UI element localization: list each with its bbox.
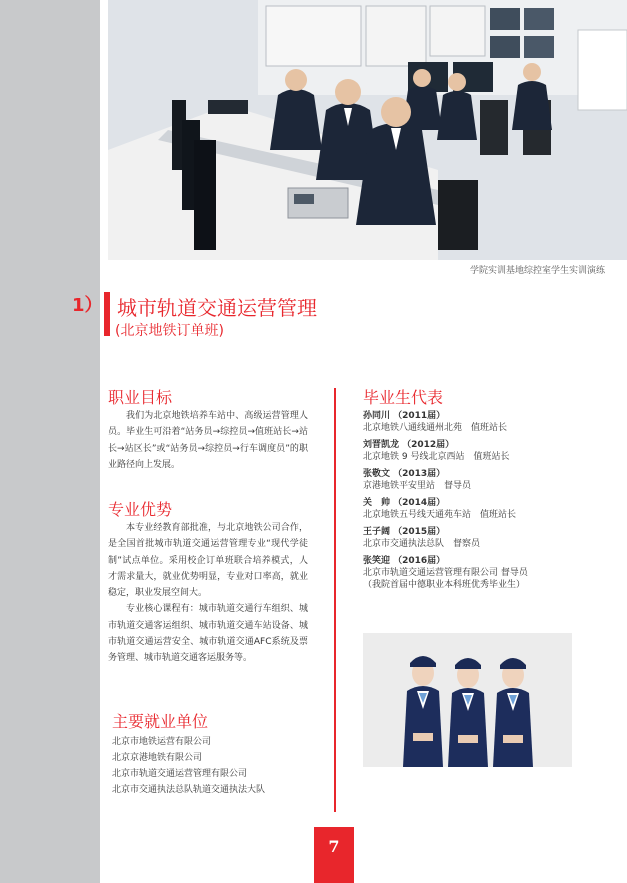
employer-item: 北京市轨道交通运营管理有限公司 (112, 769, 248, 779)
alumni-item (363, 439, 613, 463)
page-number-box (314, 827, 354, 883)
column-divider (334, 388, 336, 812)
employers-heading: 主要就业单位 (112, 712, 209, 731)
alumni-list (363, 410, 613, 596)
alumni-name: 孙同川 （2011届） (363, 411, 446, 421)
alumni-position: 北京地铁 9 号线北京西站 值班站长 (363, 452, 510, 462)
career-goal-heading: 职业目标 (108, 388, 173, 407)
employers-list (112, 734, 265, 798)
alumni-heading: 毕业生代表 (363, 388, 444, 407)
advantages-heading: 专业优势 (108, 500, 173, 519)
control-room-training-photo (108, 0, 627, 260)
alumni-item (363, 555, 613, 591)
page-number: 7 (328, 837, 340, 856)
alumni-name: 张笑迎 （2016届） (363, 556, 446, 566)
alumni-position: 北京地铁五号线天通苑车站 值班站长 (363, 510, 517, 520)
advantages-paragraph-1: 本专业经教育部批准，与北京地铁公司合作，是全国首批城市轨道交通运营管理专业“现代学徒制”试点单位。采用校企订单班联合培养模式，人才需求量大，就业优势明显，专业对口率高，就业稳定，职业发展空间大。 (108, 523, 308, 599)
section-accent-bar (104, 292, 110, 336)
section-title: 城市轨道交通运营管理 (117, 296, 317, 320)
alumni-note: （我院首届中德职业本科班优秀毕业生） (363, 580, 526, 590)
alumni-item (363, 497, 613, 521)
section-subtitle: (北京地铁订单班) (115, 323, 224, 339)
left-gray-sidebar (0, 0, 100, 883)
alumni-position: 北京市轨道交通运营管理有限公司 督导员 (363, 568, 528, 578)
advantages-text (108, 520, 308, 667)
alumni-position: 北京地铁八通线通州北苑 值班站长 (363, 423, 508, 433)
alumni-item (363, 468, 613, 492)
alumni-position: 北京市交通执法总队 督察员 (363, 539, 481, 549)
alumni-item (363, 410, 613, 434)
top-photo-caption: 学院实训基地综控室学生实训演练 (469, 266, 605, 276)
career-goal-paragraph: 我们为北京地铁培养车站中、高级运营管理人员。毕业生可沿着“站务员→综控员→值班站长→站长→站区长”或“站务员→综控员→行车调度员”的职业路径向上发展。 (108, 411, 308, 470)
section-number: 1） (72, 295, 103, 316)
alumni-name: 王子阔 （2015届） (363, 527, 446, 537)
graduates-uniform-photo (363, 633, 572, 767)
career-goal-text (108, 408, 308, 473)
alumni-name: 刘晋凯龙 （2012届） (363, 440, 455, 450)
alumni-name: 关 帅 （2014届） (363, 498, 446, 508)
alumni-position: 京港地铁平安里站 督导员 (363, 481, 472, 491)
advantages-paragraph-2: 专业核心课程有：城市轨道交通行车组织、城市轨道交通客运组织、城市轨道交通车站设备、城市轨道交通运营安全、城市轨道交通AFC系统及票务管理、城市轨道交通客运服务等。 (108, 604, 308, 664)
employer-item: 北京市地铁运营有限公司 (112, 737, 212, 747)
alumni-name: 张敬文 （2013届） (363, 469, 446, 479)
alumni-item (363, 526, 613, 550)
employer-item: 北京市交通执法总队轨道交通执法大队 (112, 785, 266, 795)
employer-item: 北京京港地铁有限公司 (112, 753, 203, 763)
